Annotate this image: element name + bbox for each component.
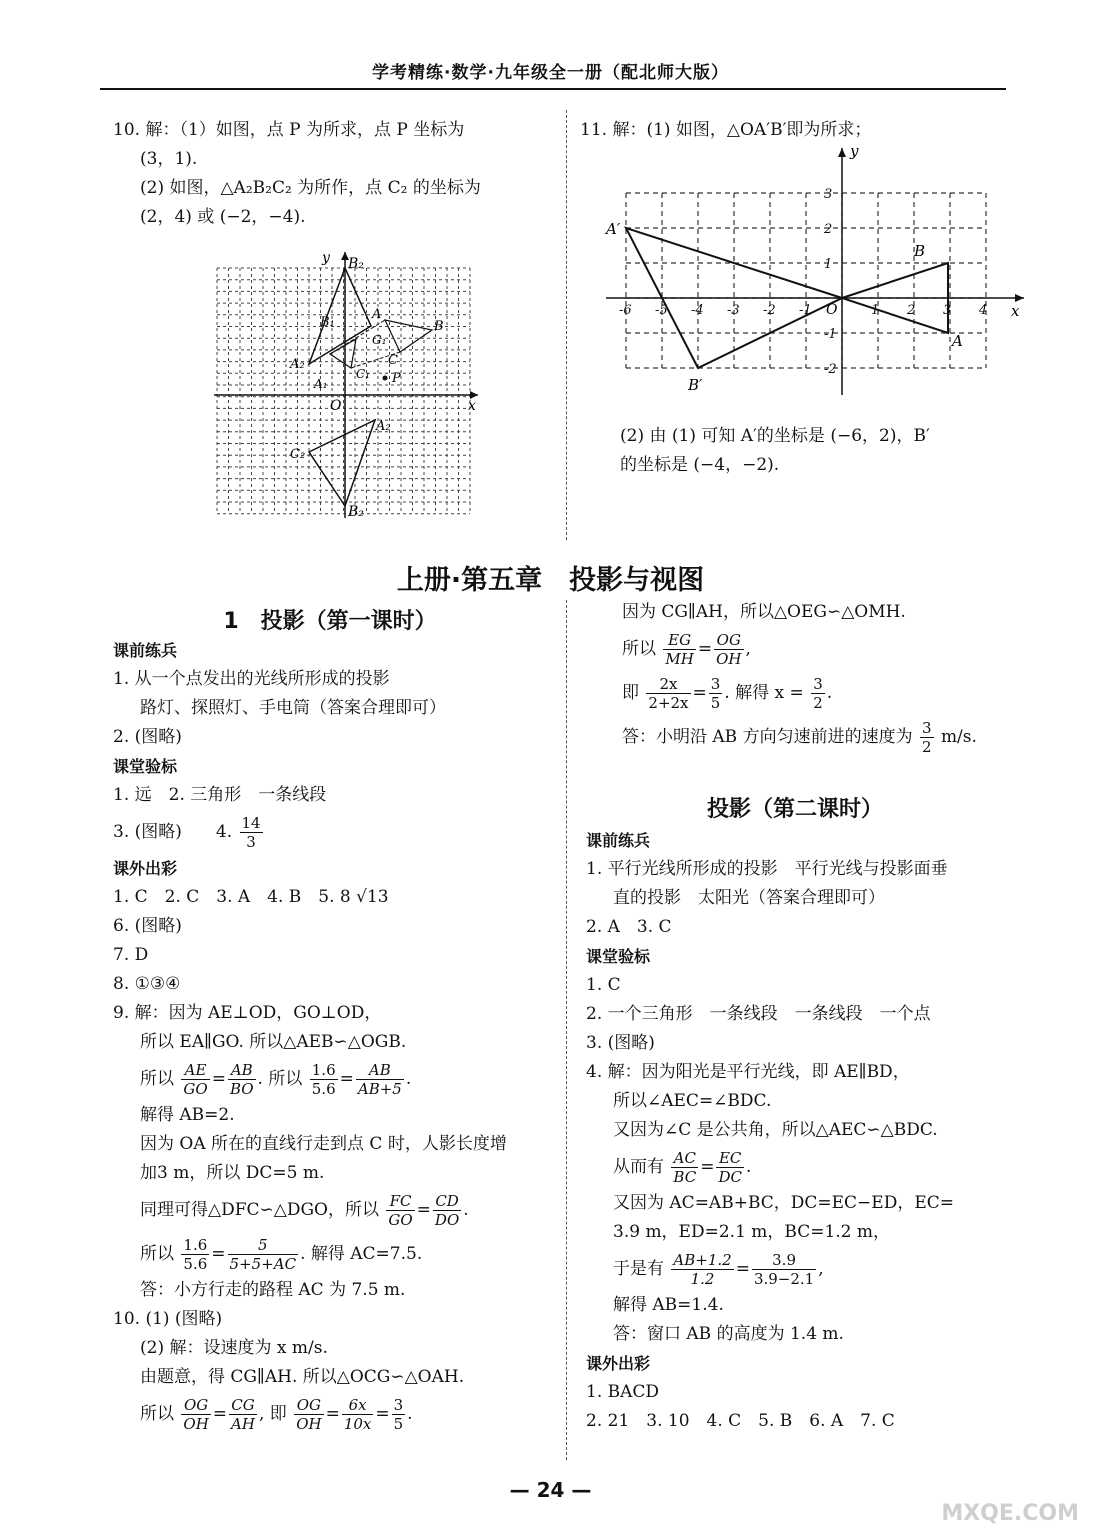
- watermark-logo: MXQE.COM: [941, 1501, 1079, 1526]
- text-line: 又因为∠C 是公共角，所以△AEC∽△BDC.: [613, 1120, 938, 1140]
- fraction: [663, 631, 695, 668]
- x-tick-label: 3: [943, 303, 952, 318]
- section-heading: 课堂验标: [586, 947, 651, 966]
- fraction: [181, 1061, 209, 1098]
- text-line: 10. (1) (图略): [113, 1309, 223, 1329]
- fraction: [294, 1396, 323, 1433]
- numerator: EG: [663, 631, 695, 650]
- numerator: AB+1.2: [673, 1251, 732, 1269]
- x-tick-label: 4: [979, 303, 988, 318]
- denominator: 2+2x: [648, 694, 689, 712]
- fraction: [752, 1251, 816, 1288]
- denominator: MH: [665, 650, 694, 668]
- lesson2-title: 投影（第二课时）: [706, 797, 883, 822]
- text-line: 加3 m，所以 DC=5 m.: [140, 1163, 325, 1183]
- text-line: 7. D: [113, 945, 149, 965]
- fig-label: C₁: [356, 367, 370, 381]
- fig-label: B₁: [320, 315, 335, 330]
- text-line: 同理可得△DFC∽△DGO，所以 $\frac{FC}{GO}$ = $\frac{CD}{DO}$ .: [140, 1192, 469, 1229]
- fig-label: B₂: [348, 504, 364, 520]
- fraction: [342, 1396, 374, 1433]
- text-line: 于是有 $\frac{AB+1.2}{1.2}$ = $\frac{3.9}{3.9-2.1}$ ,: [613, 1251, 824, 1288]
- text-line: 11. 解：(1) 如图，△OA′B′即为所求；: [580, 120, 872, 140]
- point-label: A: [952, 332, 963, 350]
- numerator: 3: [710, 675, 721, 693]
- y-tick-label: -1: [824, 327, 837, 342]
- text: =: [211, 1069, 226, 1089]
- right-continuation: [622, 598, 1022, 759]
- text-line: 2. A 3. C: [586, 917, 672, 937]
- text-line: 因为 OA 所在的直线行走到点 C 时，人影长度增: [140, 1134, 507, 1154]
- y-tick-label: 1: [824, 257, 833, 272]
- text-line: 答：窗口 AB 的高度为 1.4 m.: [613, 1324, 844, 1344]
- numerator: AC: [671, 1149, 698, 1168]
- text: 所以: [140, 1244, 174, 1264]
- point-label: A′: [606, 220, 621, 238]
- fraction: [228, 1236, 299, 1273]
- denominator: BO: [229, 1080, 254, 1098]
- fraction: [811, 675, 825, 712]
- denominator: 5+5+AC: [229, 1255, 297, 1273]
- fig-label: G₁: [372, 333, 387, 347]
- page-number: — 24 —: [509, 1478, 592, 1502]
- column-divider-top: [566, 110, 567, 540]
- text-line: 所以 $\frac{EG}{MH}$ = $\frac{OG}{OH}$ ,: [622, 631, 751, 668]
- lesson1-content: [113, 636, 563, 1436]
- fig-label: A₂: [290, 357, 305, 372]
- text: 3. (图略) 4.: [113, 822, 233, 842]
- fraction: [671, 1149, 698, 1186]
- fraction: [714, 631, 743, 668]
- denominator: 1.2: [690, 1270, 715, 1288]
- text: =: [212, 1404, 228, 1424]
- page-header: 学考精练·数学·九年级全一册（配北师大版）: [372, 63, 729, 83]
- numerator: AB: [228, 1061, 256, 1080]
- fig-label: y: [322, 250, 330, 266]
- denominator: 10x: [343, 1415, 372, 1433]
- y-tick-label: 2: [824, 222, 833, 237]
- numerator: AB: [356, 1061, 404, 1080]
- x-tick-label: -2: [763, 303, 776, 318]
- q11-coordinate-figure: [596, 140, 1036, 420]
- text-line: 所以 $\frac{AE}{GO}$ = $\frac{AB}{BO}$ . 所以 $\frac{1.6}{5.6}$ = $\frac{AB}{AB+5}$ .: [140, 1061, 412, 1098]
- text-line: 2. 21 3. 10 4. C 5. B 6. A 7. C: [586, 1411, 895, 1431]
- numerator: 1.6: [183, 1236, 208, 1254]
- x-tick-label: 2: [907, 303, 916, 318]
- text-line: 解得 AB=2.: [140, 1105, 235, 1125]
- text: . 所以: [257, 1069, 303, 1089]
- text: =: [325, 1404, 340, 1424]
- fig-label: C: [388, 353, 398, 368]
- fraction: [920, 719, 934, 756]
- text: 即: [622, 683, 639, 703]
- text-line: 1. C: [586, 975, 621, 995]
- numerator: 14: [241, 814, 261, 832]
- text: . 解得 x =: [724, 683, 804, 703]
- text-line: 8. ①③④: [113, 974, 181, 994]
- axis-label: x: [1011, 302, 1020, 320]
- fig-label: O: [330, 398, 342, 414]
- text: =: [375, 1404, 390, 1424]
- denominator: 2: [921, 738, 932, 756]
- fig-label: P: [392, 371, 401, 386]
- numerator: FC: [386, 1192, 414, 1211]
- text-line: 即 $\frac{2x}{2+2x}$ = $\frac{3}{5}$ . 解得 x = $\frac{3}{2}$ .: [622, 675, 833, 712]
- fig-label: C₂: [290, 447, 306, 462]
- denominator: 2: [813, 694, 823, 712]
- fraction: [386, 1192, 414, 1229]
- q11-answer-part2: [620, 422, 930, 480]
- text-line: (3，1).: [140, 149, 198, 169]
- numerator: 3: [813, 675, 823, 693]
- text-line: (2) 由 (1) 可知 A′的坐标是 (−6，2)，B′: [620, 426, 930, 446]
- text-line: 1. 远 2. 三角形 一条线段: [113, 785, 327, 805]
- text-line: 3.9 m，ED=2.1 m，BC=1.2 m，: [613, 1222, 891, 1242]
- triangle-a2b2c2-lower: [309, 420, 375, 506]
- denominator: DC: [718, 1168, 742, 1186]
- fig-label: x: [468, 398, 476, 414]
- fraction: [181, 1396, 210, 1433]
- point-label: B: [914, 242, 926, 260]
- x-tick-label: -5: [655, 303, 668, 318]
- numerator: 1.6: [311, 1061, 336, 1079]
- text-line: 所以∠AEC=∠BDC.: [613, 1091, 772, 1111]
- section-heading: 课前练兵: [113, 641, 178, 660]
- fraction: [240, 814, 263, 851]
- numerator: 3: [921, 719, 932, 737]
- text-line: 1. C 2. C 3. A 4. B 5. 8 √13: [113, 887, 389, 907]
- denominator: AB+5: [357, 1080, 402, 1098]
- text: =: [416, 1200, 431, 1220]
- chapter-title: 上册·第五章 投影与视图: [396, 565, 705, 596]
- fraction: [228, 1061, 256, 1098]
- text: =: [339, 1069, 354, 1089]
- point-label: B′: [688, 376, 703, 394]
- denominator: 3: [246, 833, 256, 851]
- x-tick-label: -6: [619, 303, 632, 318]
- text-line: 1. 从一个点发出的光线所形成的投影: [113, 669, 390, 689]
- denominator: 5: [393, 1415, 404, 1433]
- text-line: 6. (图略): [113, 916, 182, 936]
- fraction: [716, 1149, 744, 1186]
- fraction: [433, 1192, 461, 1229]
- q10-top-answer: [113, 116, 553, 232]
- denominator: OH: [296, 1415, 322, 1433]
- y-tick-label: 3: [824, 187, 833, 202]
- text-line: 由题意，得 CG∥AH. 所以△OCG∽△OAH.: [140, 1367, 465, 1387]
- denominator: 5.6: [311, 1080, 336, 1098]
- denominator: GO: [388, 1211, 413, 1229]
- text-line: [622, 715, 1022, 759]
- text: 答：小明沿 AB 方向匀速前进的速度为: [622, 727, 913, 747]
- numerator: 2x: [646, 675, 690, 694]
- text-line: (2) 解：设速度为 x m/s.: [140, 1338, 328, 1358]
- x-tick-label: 1: [871, 303, 880, 318]
- fraction: [356, 1061, 404, 1098]
- text-line: (2，4) 或 (−2，−4).: [140, 207, 306, 227]
- text-line: [113, 810, 563, 854]
- text: , 即: [258, 1404, 287, 1424]
- text-line: 直的投影 太阳光（答案合理即可）: [613, 888, 885, 908]
- x-tick-label: -3: [727, 303, 740, 318]
- fig-label: A₂: [376, 419, 391, 434]
- denominator: OH: [716, 650, 742, 668]
- x-tick-label: -1: [799, 303, 812, 318]
- fig-label: A: [372, 307, 382, 322]
- fraction: [646, 675, 690, 712]
- numerator: 3.9: [752, 1251, 816, 1270]
- axis-label: y: [850, 142, 859, 160]
- text-line: (2) 如图，△A₂B₂C₂ 为所作，点 C₂ 的坐标为: [140, 178, 481, 198]
- text-line: 2. (图略): [113, 727, 182, 747]
- fraction: [709, 675, 723, 712]
- numerator: 5: [228, 1236, 299, 1255]
- numerator: EC: [716, 1149, 744, 1168]
- denominator: DO: [434, 1211, 460, 1229]
- numerator: AE: [181, 1061, 209, 1080]
- denominator: AH: [231, 1415, 255, 1433]
- text-line: 又因为 AC=AB+BC，DC=EC−ED，EC=: [613, 1193, 955, 1213]
- denominator: OH: [183, 1415, 209, 1433]
- numerator: OG: [714, 631, 743, 650]
- text-line: 因为 CG∥AH，所以△OEG∽△OMH.: [622, 602, 906, 622]
- text-line: 的坐标是 (−4，−2).: [620, 455, 780, 475]
- section-heading: 课外出彩: [586, 1354, 651, 1373]
- column-divider-bottom: [566, 600, 567, 1460]
- text: 所以: [622, 639, 656, 659]
- text-line: 1. BACD: [586, 1382, 660, 1402]
- text-line: 3. (图略): [586, 1033, 655, 1053]
- numerator: CG: [229, 1396, 257, 1415]
- numerator: CD: [433, 1192, 461, 1211]
- section-heading: 课前练兵: [586, 831, 651, 850]
- text: 于是有: [613, 1259, 664, 1279]
- text-line: 1. 平行光线所形成的投影 平行光线与投影面垂: [586, 859, 948, 879]
- text: 所以: [140, 1404, 174, 1424]
- text-line: [113, 1232, 563, 1276]
- text-line: 10. 解：（1）如图，点 P 为所求，点 P 坐标为: [113, 120, 465, 140]
- header-rule: [100, 88, 1006, 90]
- denominator: 5: [710, 694, 721, 712]
- numerator: 6x: [342, 1396, 374, 1415]
- numerator: 3: [393, 1396, 404, 1414]
- text-line: 从而有 $\frac{AC}{BC}$ = $\frac{EC}{DC}$ .: [613, 1149, 752, 1186]
- fraction: [392, 1396, 406, 1433]
- origin-label: O: [826, 302, 838, 318]
- fig-label: B₂: [348, 256, 364, 272]
- denominator: 5.6: [183, 1255, 208, 1273]
- denominator: BC: [673, 1168, 697, 1186]
- fraction: [671, 1251, 733, 1288]
- text-line: 答：小方行走的路程 AC 为 7.5 m.: [140, 1280, 406, 1300]
- text-line: 4. 解：因为阳光是平行光线，即 AE∥BD，: [586, 1062, 910, 1082]
- lesson2-content: [586, 826, 1016, 1436]
- text: =: [211, 1244, 226, 1264]
- text: 同理可得△DFC∽△DGO，所以: [140, 1200, 379, 1220]
- text-line: 9. 解：因为 AE⊥OD，GO⊥OD，: [113, 1003, 382, 1023]
- lesson1-title: 1 投影（第一课时）: [223, 609, 437, 634]
- text-line: 2. 一个三角形 一条线段 一条线段 一个点: [586, 1004, 931, 1024]
- triangle-abc: [385, 320, 432, 352]
- text-line: 所以 EA∥GO. 所以△AEB∽△OGB.: [140, 1032, 407, 1052]
- section-heading: 课外出彩: [113, 859, 178, 878]
- numerator: OG: [294, 1396, 323, 1415]
- text-line: 所以 $\frac{OG}{OH}$ = $\frac{CG}{AH}$ , 即 $\frac{OG}{OH}$ = $\frac{6x}{10x}$ = $\frac{3}{5}$ .: [140, 1396, 413, 1433]
- text-line: 路灯、探照灯、手电筒（答案合理即可）: [140, 698, 446, 718]
- x-tick-label: -4: [691, 303, 704, 318]
- denominator: GO: [183, 1080, 208, 1098]
- q10-coordinate-figure: [210, 248, 485, 523]
- y-tick-label: -2: [824, 362, 837, 377]
- fig-label: A₁: [314, 377, 328, 391]
- text: 从而有: [613, 1157, 664, 1177]
- text: . 解得 AC=7.5.: [300, 1244, 423, 1264]
- fraction: [181, 1236, 209, 1273]
- fraction: [310, 1061, 338, 1098]
- text: m/s.: [940, 727, 977, 747]
- fig-label: B: [434, 319, 444, 334]
- numerator: OG: [181, 1396, 210, 1415]
- section-heading: 课堂验标: [113, 757, 178, 776]
- text-line: 解得 AB=1.4.: [613, 1295, 724, 1315]
- fraction: [229, 1396, 257, 1433]
- text: 所以: [140, 1069, 174, 1089]
- denominator: 3.9−2.1: [753, 1270, 815, 1288]
